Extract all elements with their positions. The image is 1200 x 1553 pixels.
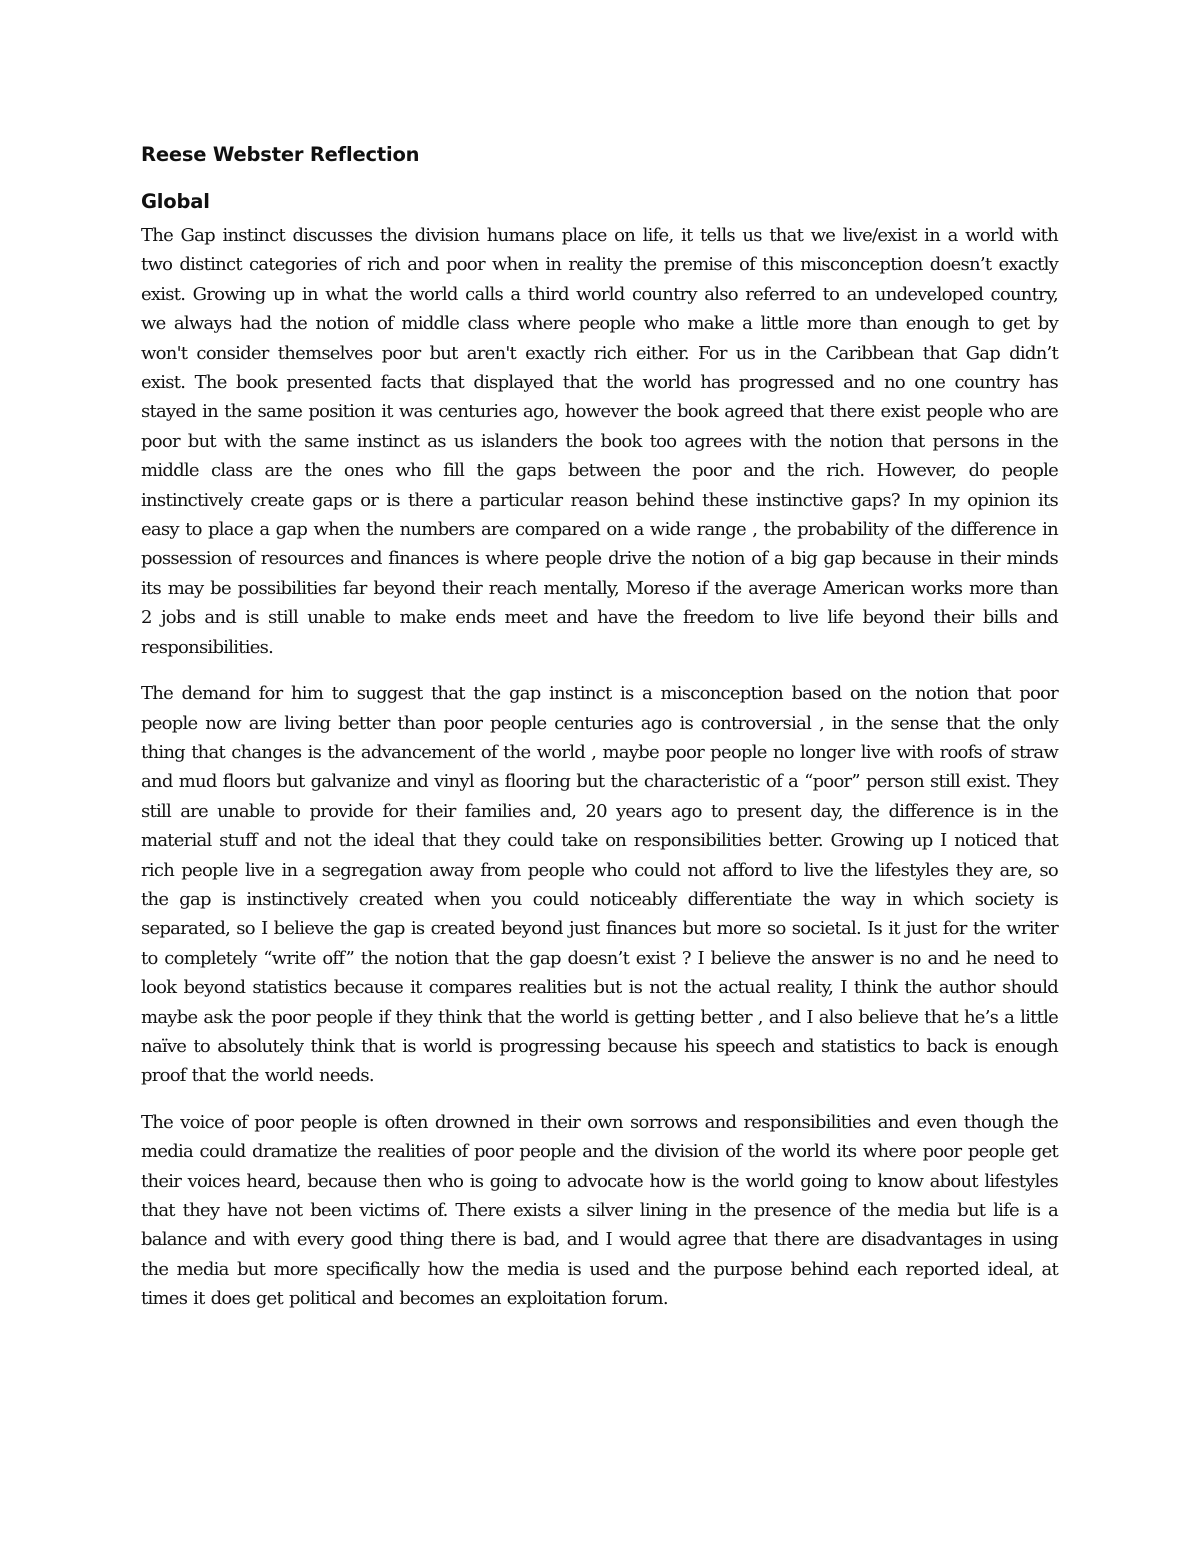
paragraph-3: The voice of poor people is often drowned in their own sorrows and responsibilities and even though the media could dramatize the realities of poor people and the division of the world its where poor people get their voices heard, because then who is going to advocate how is the world going to know about lifestyles that they have not been victims of. There exists a silver lining in the presence of the media but life is a balance and with every good thing there is bad, and I would agree that there are disadvantages in using the media but more specifically how the media is used and the purpose behind each reported ideal, at times it does get political and becomes an exploitation forum. (141, 1111, 1058, 1310)
section-heading: Global (141, 190, 210, 213)
paragraph-2: The demand for him to suggest that the gap instinct is a misconception based on the notion that poor people now are living better than poor people centuries ago is controversial , in the sense that the only thing that changes is the advancement of the world , maybe poor people no longer live with roofs of straw and mud floors but galvanize and vinyl as flooring but the characteristic of a “poor” person still exist. They still are unable to provide for their families and, 20 years ago to present day, the difference is in the material stuff and not the ideal that they could take on responsibilities better. Growing up I noticed that rich people live in a segregation away from people who could not afford to live the lifestyles they are, so the gap is instinctively created when you could noticeably differentiate the way in which society is separated, so I believe the gap is created beyond just finances but more so societal. Is it just for the writer to completely “write off” the notion that the gap doesn’t exist ? I believe the answer is no and he need to look beyond statistics because it compares realities but is not the actual reality, I think the author should maybe ask the poor people if they think that the world is getting better , and I also believe that he’s a little naïve to absolutely think that is world is progressing because his speech and statistics to back is enough proof that the world needs. (141, 683, 1058, 1087)
paragraph-1: The Gap instinct discusses the division humans place on life, it tells us that we live/exist in a world with two distinct categories of rich and poor when in reality the premise of this misconception doesn’t exactly exist. Growing up in what the world calls a third world country also referred to an undeveloped country, we always had the notion of middle class where people who make a little more than enough to get by won't consider themselves poor but aren't exactly rich either. For us in the Caribbean that Gap didn’t exist. The book presented facts that displayed that the world has progressed and no one country has stayed in the same position it was centuries ago, however the book agreed that there exist people who are poor but with the same instinct as us islanders the book too agrees with the notion that persons in the middle class are the ones who fill the gaps between the poor and the rich. However, do people instinctively create gaps or is there a particular reason behind these instinctive gaps? In my opinion its easy to place a gap when the numbers are compared on a wide range , the probability of the difference in possession of resources and finances is where people drive the notion of a big gap because in their minds its may be possibilities far beyond their reach mentally, Moreso if the average American works more than 2 jobs and is still unable to make ends meet and have the freedom to live life beyond their bills and responsibilities. (141, 225, 1058, 658)
document-body (141, 140, 1058, 1331)
document-title: Reese Webster Reflection (141, 143, 420, 166)
